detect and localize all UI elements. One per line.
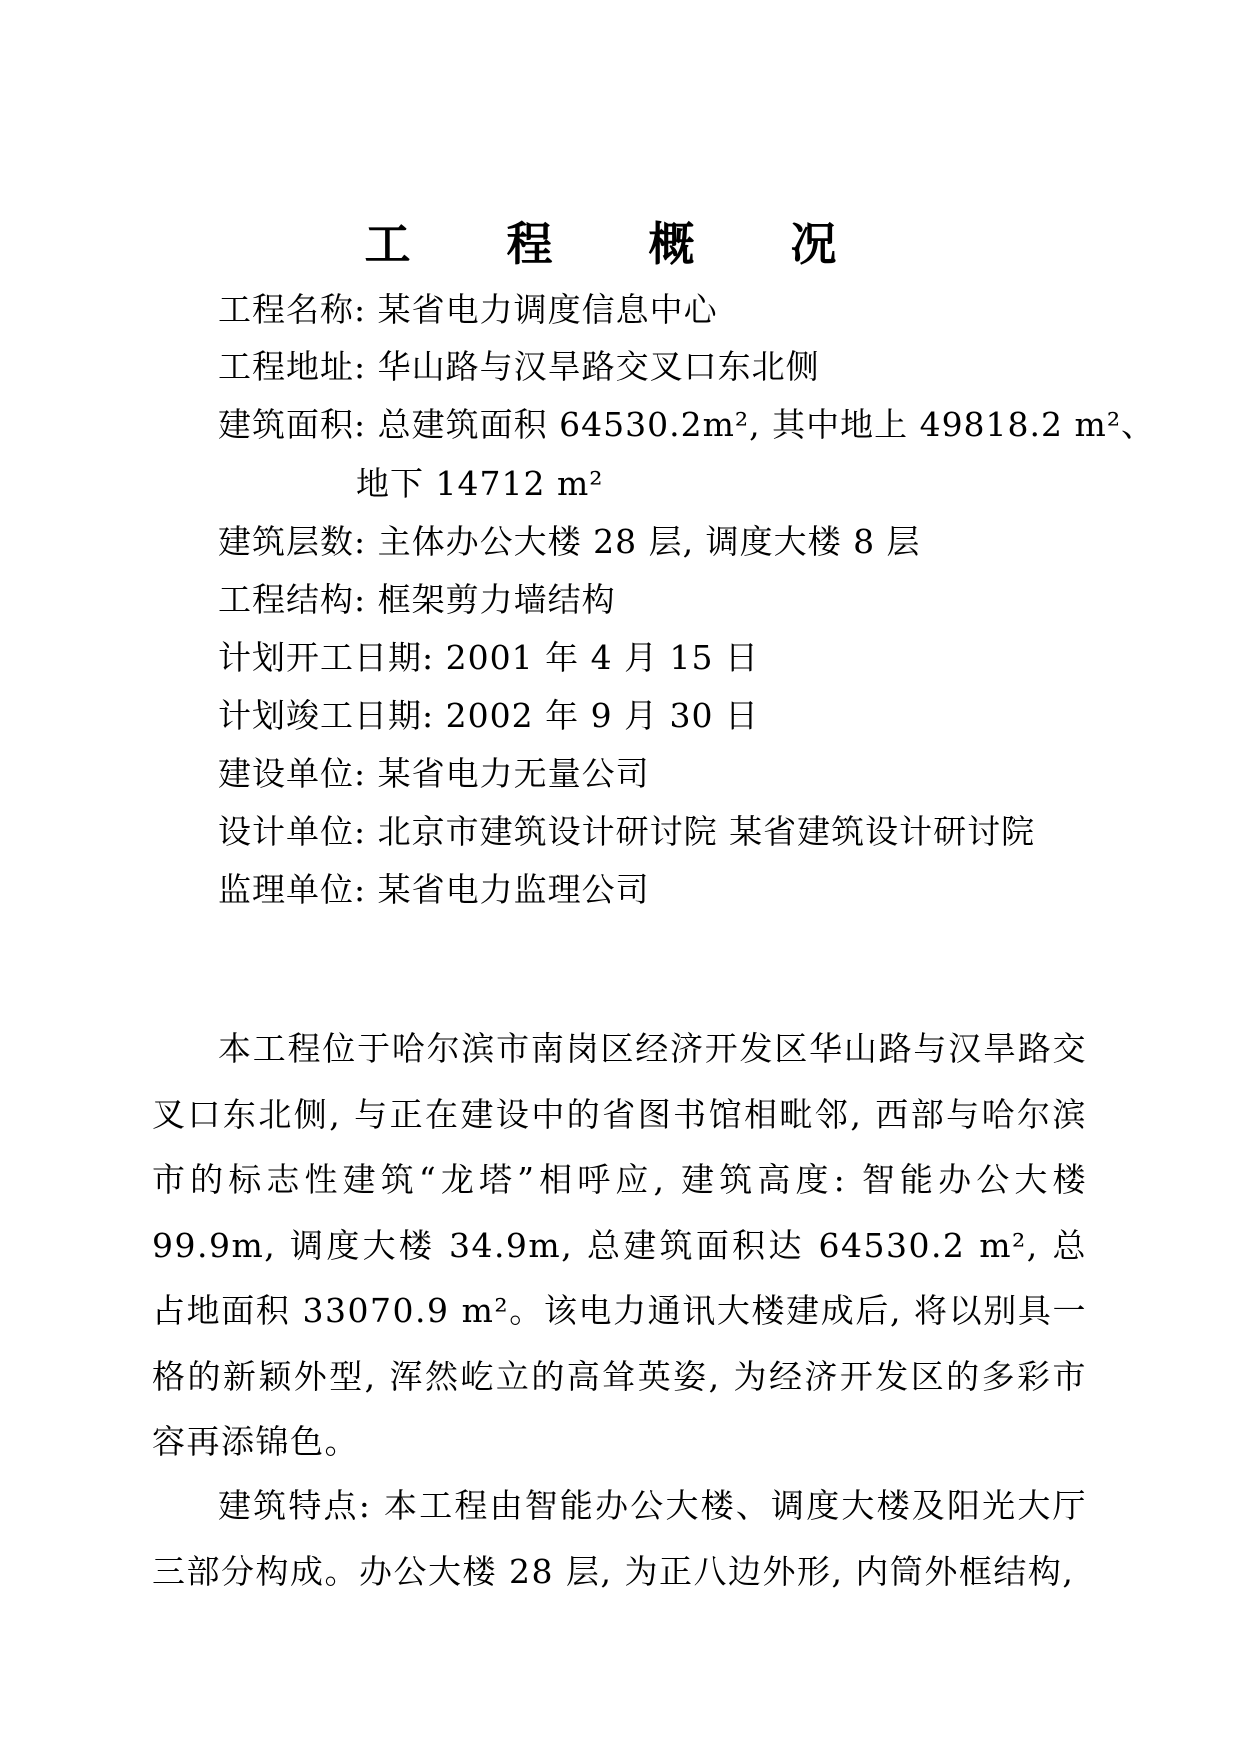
field-label: 工程结构:	[218, 580, 367, 619]
field-project-name	[218, 288, 718, 332]
paragraph-features: 建筑特点: 本工程由智能办公大楼、调度大楼及阳光大厅三部分构成。办公大楼 28 层, 为正八边外形, 内筒外框结构,	[152, 1486, 1087, 1591]
field-building-area	[218, 403, 1155, 447]
field-value: 2002 年 9 月 30 日	[445, 696, 760, 735]
field-label: 建筑面积:	[218, 405, 367, 444]
paragraph-overview: 本工程位于哈尔滨市南岗区经济开发区华山路与汉旱路交叉口东北侧, 与正在建设中的省图书馆相毗邻, 西部与哈尔滨市的标志性建筑“龙塔”相呼应, 建筑高度: 智能办公大楼 99.9m, 调度大楼 34.9m, 总建筑面积达 64530.2 m², 总占地面积 33070.9 m²。该电力通讯大楼建成后, 将以别具一格的新颖外型, 浑然屹立的高耸英姿, 为经济开发区的多彩市容再添锦色。	[152, 1029, 1087, 1461]
field-developer	[218, 752, 650, 796]
field-value: 总建筑面积 64530.2m², 其中地上 49818.2 m²、	[377, 405, 1156, 444]
field-label: 工程名称:	[218, 290, 367, 329]
field-value: 某省电力无量公司	[377, 754, 650, 793]
field-value: 框架剪力墙结构	[377, 580, 616, 619]
field-label: 建设单位:	[218, 754, 367, 793]
field-label: 工程地址:	[218, 347, 367, 386]
field-structure	[218, 578, 616, 622]
field-project-address	[218, 345, 820, 389]
field-designer	[218, 810, 1035, 854]
field-label: 建筑层数:	[218, 522, 367, 561]
field-building-area-continuation: 地下 14712 m²	[356, 464, 604, 503]
field-floors	[218, 520, 921, 564]
field-planned-completion	[218, 694, 759, 738]
field-value: 某省电力调度信息中心	[377, 290, 718, 329]
field-value: 2001 年 4 月 15 日	[445, 638, 760, 677]
field-value: 北京市建筑设计研讨院 某省建筑设计研讨院	[377, 812, 1036, 851]
field-label: 计划竣工日期:	[218, 696, 435, 735]
field-label: 设计单位:	[218, 812, 367, 851]
field-planned-start	[218, 636, 759, 680]
field-value: 华山路与汉旱路交叉口东北侧	[377, 347, 820, 386]
field-label: 计划开工日期:	[218, 638, 435, 677]
field-label: 监理单位:	[218, 870, 367, 909]
field-supervisor	[218, 868, 650, 912]
page-title: 工 程 概 况	[364, 217, 877, 271]
field-value: 主体办公大楼 28 层, 调度大楼 8 层	[377, 522, 921, 561]
field-value: 某省电力监理公司	[377, 870, 650, 909]
